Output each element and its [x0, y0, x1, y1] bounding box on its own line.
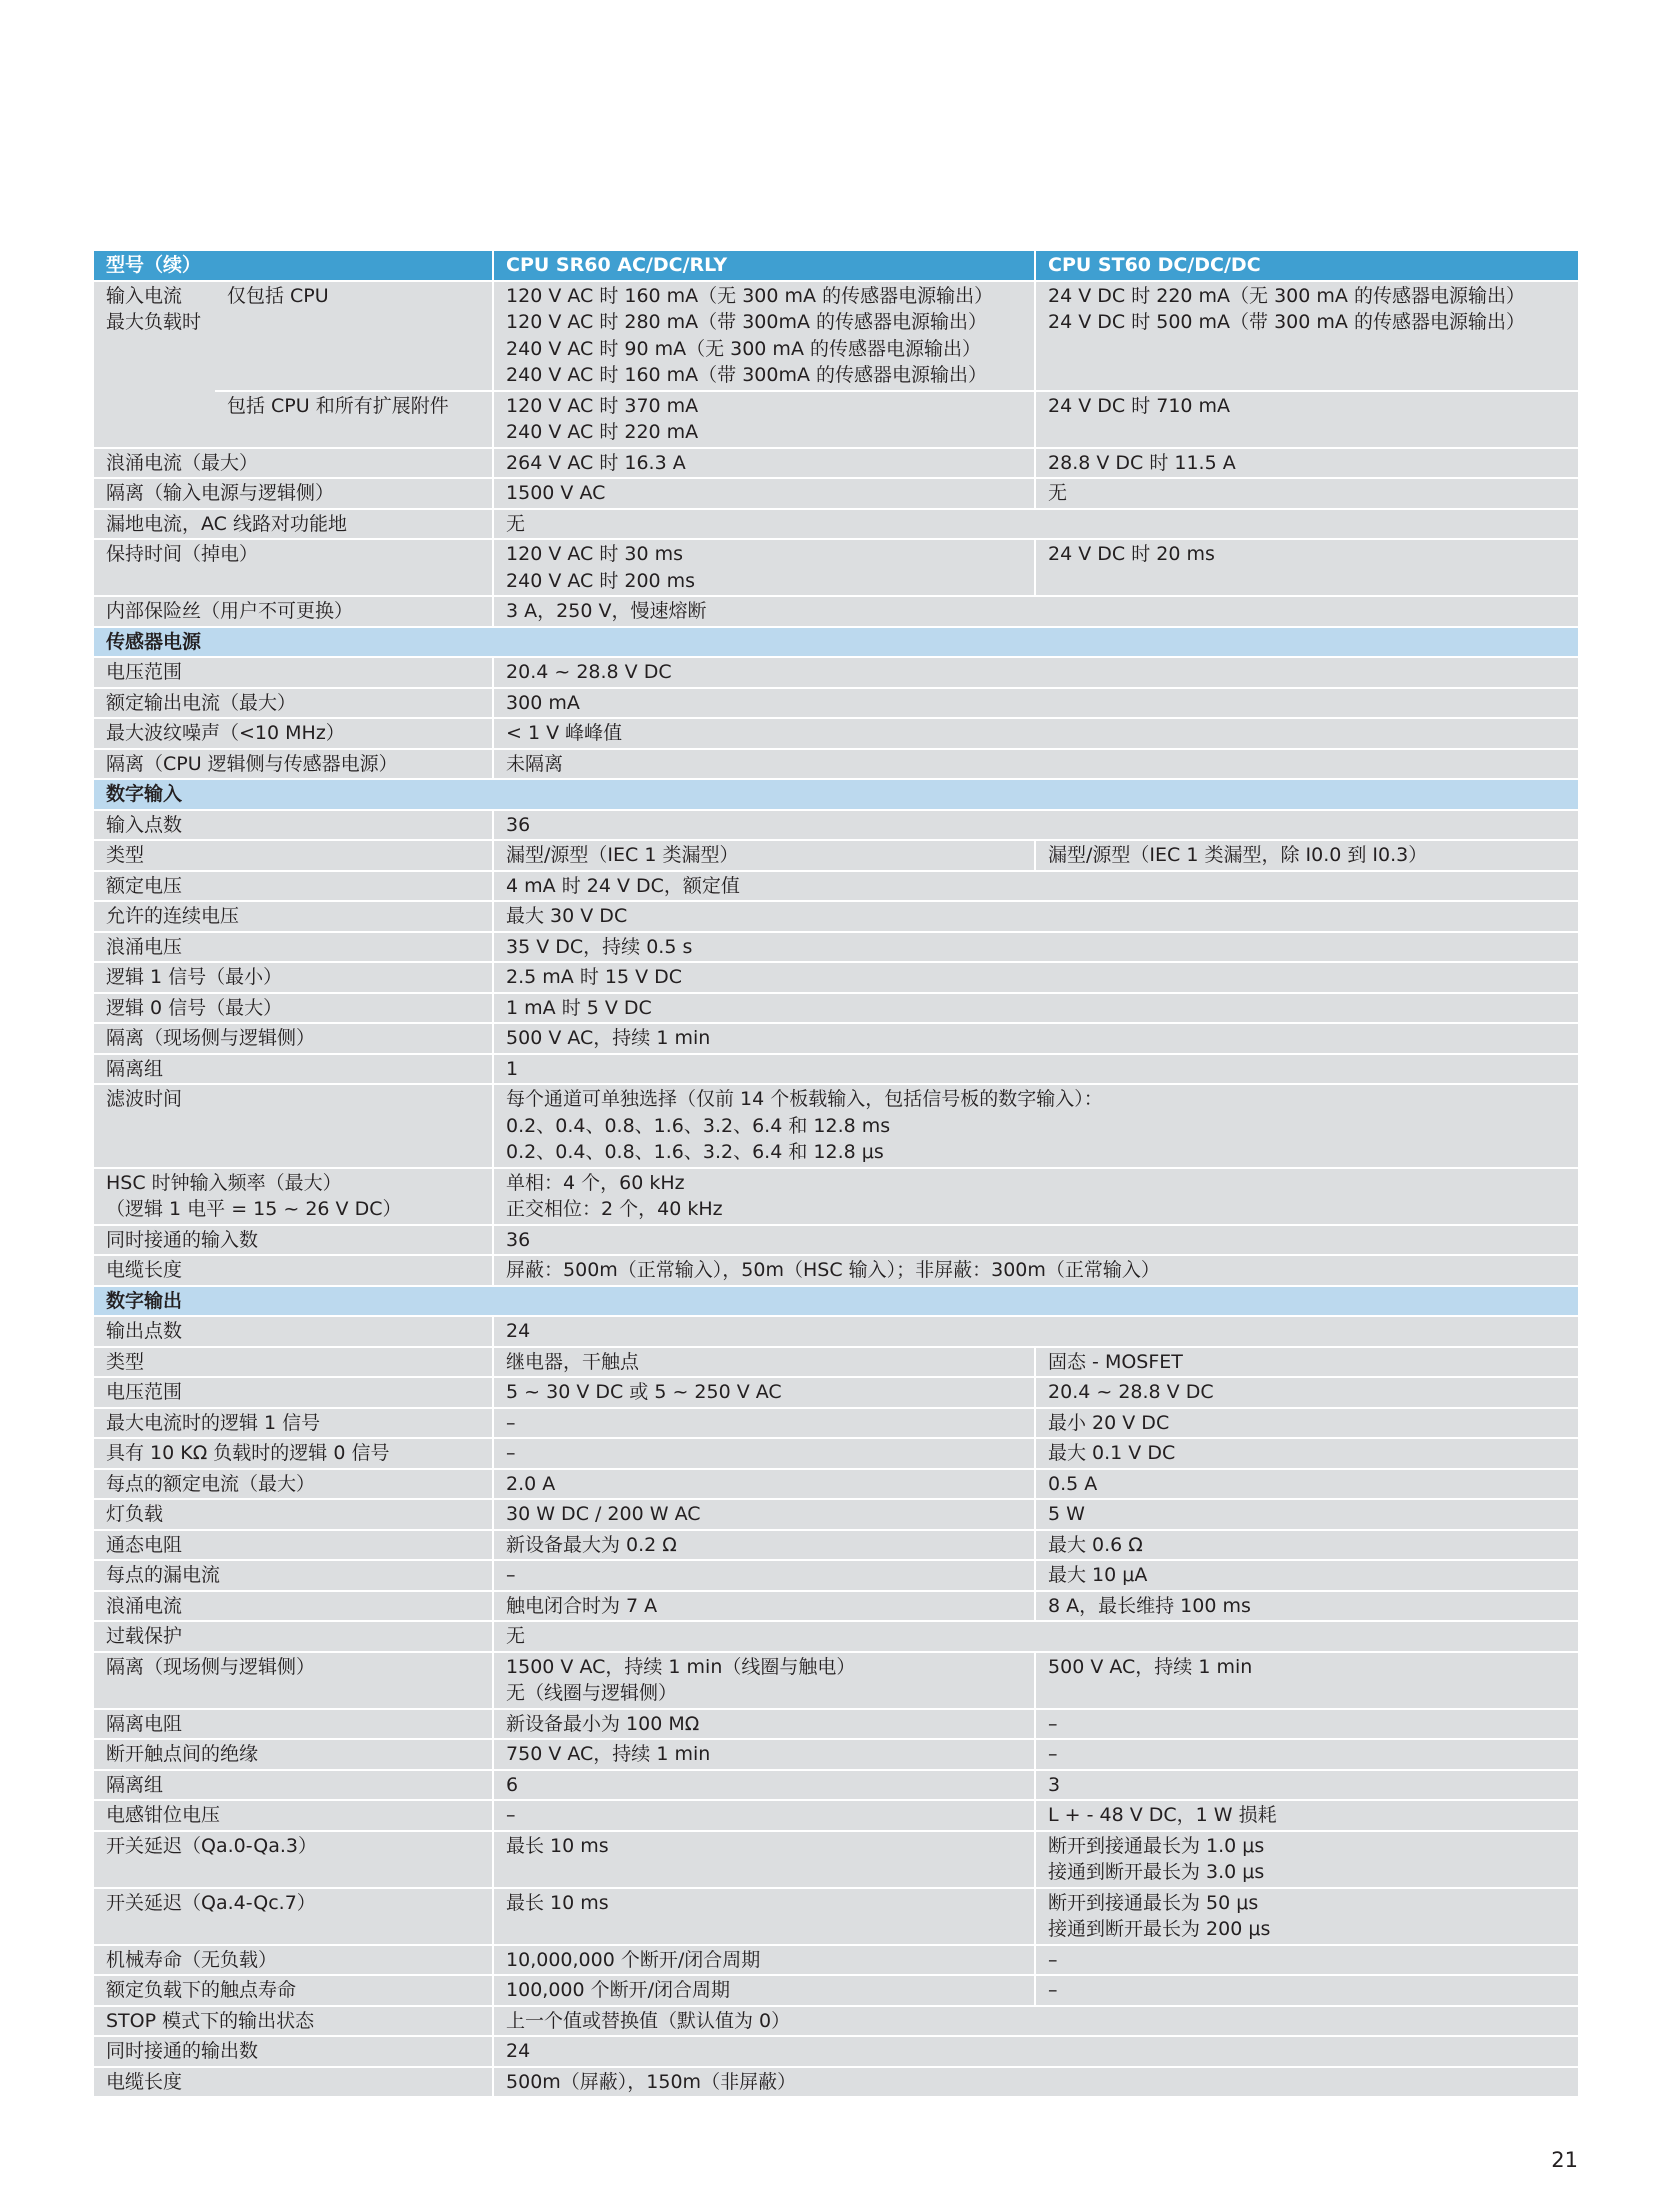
spec-table: [94, 251, 1578, 2096]
row-label: 隔离（输入电源与逻辑侧）: [94, 478, 493, 509]
row-label: 同时接通的输出数: [94, 2036, 493, 2067]
row-label: 浪涌电流: [94, 1591, 493, 1622]
row-label: 额定负载下的触点寿命: [94, 1975, 493, 2006]
shared-value: 1 mA 时 5 V DC: [493, 993, 1578, 1024]
sr60-value: 264 V AC 时 16.3 A: [493, 448, 1035, 479]
row-label: 额定输出电流（最大）: [94, 688, 493, 719]
st60-value: 8 A，最长维持 100 ms: [1035, 1591, 1578, 1622]
row-label: 每点的漏电流: [94, 1560, 493, 1591]
table-row: [94, 596, 1578, 627]
table-row: [94, 1709, 1578, 1740]
table-row: [94, 1739, 1578, 1770]
row-label: 具有 10 KΩ 负载时的逻辑 0 信号: [94, 1438, 493, 1469]
st60-value: –: [1035, 1945, 1578, 1976]
sr60-value: 6: [493, 1770, 1035, 1801]
shared-value: 4 mA 时 24 V DC，额定值: [493, 871, 1578, 902]
row-label: 机械寿命（无负载）: [94, 1945, 493, 1976]
shared-value: 24: [493, 2036, 1578, 2067]
shared-value: 每个通道可单独选择（仅前 14 个板载输入，包括信号板的数字输入）： 0.2、0.4、0.8、1.6、3.2、6.4 和 12.8 ms 0.2、0.4、0.8、1.6、3.2、6.4 和 12.8 μs: [493, 1084, 1578, 1168]
row-label: 最大波纹噪声（<10 MHz）: [94, 718, 493, 749]
table-row: [94, 932, 1578, 963]
shared-value: 36: [493, 1225, 1578, 1256]
shared-value: 2.5 mA 时 15 V DC: [493, 962, 1578, 993]
row-label: 浪涌电流（最大）: [94, 448, 493, 479]
table-row: [94, 1945, 1578, 1976]
sr60-value: 新设备最小为 100 MΩ: [493, 1709, 1035, 1740]
st60-value: 3: [1035, 1770, 1578, 1801]
st60-value: –: [1035, 1709, 1578, 1740]
shared-value: 无: [493, 509, 1578, 540]
sr60-value: –: [493, 1800, 1035, 1831]
st60-value: 500 V AC，持续 1 min: [1035, 1652, 1578, 1709]
shared-value: 500 V AC，持续 1 min: [493, 1023, 1578, 1054]
table-row: [94, 509, 1578, 540]
row-label: 保持时间（掉电）: [94, 539, 493, 596]
sr60-value: 30 W DC / 200 W AC: [493, 1499, 1035, 1530]
shared-value: 未隔离: [493, 749, 1578, 780]
row-group-label: 输入电流 最大负载时: [94, 281, 215, 448]
shared-value: 1: [493, 1054, 1578, 1085]
row-label: STOP 模式下的输出状态: [94, 2006, 493, 2037]
sr60-value: 新设备最大为 0.2 Ω: [493, 1530, 1035, 1561]
table-row: [94, 1888, 1578, 1945]
shared-value: 上一个值或替换值（默认值为 0）: [493, 2006, 1578, 2037]
row-label: 电压范围: [94, 1377, 493, 1408]
row-label: 过载保护: [94, 1621, 493, 1652]
table-row: [94, 1591, 1578, 1622]
row-label: 额定电压: [94, 871, 493, 902]
table-row: [94, 1054, 1578, 1085]
table-row: [94, 901, 1578, 932]
sr60-value: 触电闭合时为 7 A: [493, 1591, 1035, 1622]
row-label: 隔离组: [94, 1054, 493, 1085]
sr60-value: 漏型/源型（IEC 1 类漏型）: [493, 840, 1035, 871]
shared-value: 300 mA: [493, 688, 1578, 719]
sr60-value: 120 V AC 时 370 mA 240 V AC 时 220 mA: [493, 391, 1035, 448]
row-label: 输入点数: [94, 810, 493, 841]
table-row: [94, 1316, 1578, 1347]
table-row: [94, 1084, 1578, 1168]
sr60-value: –: [493, 1560, 1035, 1591]
shared-value: < 1 V 峰峰值: [493, 718, 1578, 749]
st60-value: L + - 48 V DC，1 W 损耗: [1035, 1800, 1578, 1831]
row-label: 电缆长度: [94, 1255, 493, 1286]
row-label: 隔离组: [94, 1770, 493, 1801]
shared-value: 屏蔽：500m（正常输入），50m（HSC 输入）；非屏蔽：300m（正常输入）: [493, 1255, 1578, 1286]
table-row: [94, 810, 1578, 841]
st60-value: 断开到接通最长为 1.0 μs 接通到断开最长为 3.0 μs: [1035, 1831, 1578, 1888]
table-row: [94, 1800, 1578, 1831]
row-label: 滤波时间: [94, 1084, 493, 1168]
row-sub-label: 包括 CPU 和所有扩展附件: [215, 391, 493, 448]
row-label: 断开触点间的绝缘: [94, 1739, 493, 1770]
table-row: [94, 1530, 1578, 1561]
st60-value: 最小 20 V DC: [1035, 1408, 1578, 1439]
table-row: [94, 688, 1578, 719]
st60-value: 最大 10 μA: [1035, 1560, 1578, 1591]
table-row: [94, 448, 1578, 479]
sr60-value: 10,000,000 个断开/闭合周期: [493, 1945, 1035, 1976]
sr60-value: 1500 V AC: [493, 478, 1035, 509]
sr60-value: 100,000 个断开/闭合周期: [493, 1975, 1035, 2006]
st60-value: –: [1035, 1975, 1578, 2006]
sr60-value: 5 ~ 30 V DC 或 5 ~ 250 V AC: [493, 1377, 1035, 1408]
st60-value: 24 V DC 时 20 ms: [1035, 539, 1578, 596]
table-row: [94, 539, 1578, 596]
row-label: 类型: [94, 840, 493, 871]
row-label: 逻辑 0 信号（最大）: [94, 993, 493, 1024]
row-label: 逻辑 1 信号（最小）: [94, 962, 493, 993]
row-label: 电缆长度: [94, 2067, 493, 2097]
table-row: [94, 993, 1578, 1024]
header-st60: CPU ST60 DC/DC/DC: [1035, 251, 1578, 281]
table-row: [94, 2006, 1578, 2037]
table-row: [94, 657, 1578, 688]
table-row: [94, 1652, 1578, 1709]
table-header-row: [94, 251, 1578, 281]
table-row: [94, 1168, 1578, 1225]
table-row: [94, 718, 1578, 749]
row-label: 隔离（现场侧与逻辑侧）: [94, 1023, 493, 1054]
row-label: 电压范围: [94, 657, 493, 688]
section-title: 数字输入: [94, 779, 1578, 810]
row-sub-label: 仅包括 CPU: [215, 281, 493, 391]
sr60-value: 750 V AC，持续 1 min: [493, 1739, 1035, 1770]
row-label: 允许的连续电压: [94, 901, 493, 932]
sr60-value: 最长 10 ms: [493, 1831, 1035, 1888]
row-label: 同时接通的输入数: [94, 1225, 493, 1256]
st60-value: 漏型/源型（IEC 1 类漏型，除 I0.0 到 I0.3）: [1035, 840, 1578, 871]
shared-value: 36: [493, 810, 1578, 841]
shared-value: 20.4 ~ 28.8 V DC: [493, 657, 1578, 688]
table-row: [94, 1377, 1578, 1408]
sr60-value: 120 V AC 时 160 mA（无 300 mA 的传感器电源输出） 120 V AC 时 280 mA（带 300mA 的传感器电源输出） 240 V AC 时 90 mA（无 300 mA 的传感器电源输出） 240 V AC 时 160 mA（带 300mA 的传感器电源输出）: [493, 281, 1035, 391]
table-row: [94, 1975, 1578, 2006]
table-row: [94, 749, 1578, 780]
table-row: [94, 1621, 1578, 1652]
shared-value: 35 V DC，持续 0.5 s: [493, 932, 1578, 963]
shared-value: 单相：4 个，60 kHz 正交相位：2 个，40 kHz: [493, 1168, 1578, 1225]
table-row: [94, 1438, 1578, 1469]
table-row: [94, 840, 1578, 871]
sr60-value: 1500 V AC，持续 1 min（线圈与触电） 无（线圈与逻辑侧）: [493, 1652, 1035, 1709]
sr60-value: 最长 10 ms: [493, 1888, 1035, 1945]
section-header-row: [94, 779, 1578, 810]
st60-value: 最大 0.6 Ω: [1035, 1530, 1578, 1561]
sr60-value: –: [493, 1438, 1035, 1469]
row-label: 隔离（现场侧与逻辑侧）: [94, 1652, 493, 1709]
shared-value: 500m（屏蔽），150m（非屏蔽）: [493, 2067, 1578, 2097]
table-row: [94, 1023, 1578, 1054]
row-label: 最大电流时的逻辑 1 信号: [94, 1408, 493, 1439]
row-label: 类型: [94, 1347, 493, 1378]
header-sr60: CPU SR60 AC/DC/RLY: [493, 251, 1035, 281]
st60-value: 断开到接通最长为 50 μs 接通到断开最长为 200 μs: [1035, 1888, 1578, 1945]
row-label: 隔离（CPU 逻辑侧与传感器电源）: [94, 749, 493, 780]
table-row: [94, 478, 1578, 509]
spec-table-body: [94, 251, 1578, 2096]
st60-value: 5 W: [1035, 1499, 1578, 1530]
st60-value: 固态 - MOSFET: [1035, 1347, 1578, 1378]
sr60-value: 2.0 A: [493, 1469, 1035, 1500]
table-row: [94, 1831, 1578, 1888]
table-row: [94, 962, 1578, 993]
st60-value: 28.8 V DC 时 11.5 A: [1035, 448, 1578, 479]
table-row: [94, 2036, 1578, 2067]
row-label: 输出点数: [94, 1316, 493, 1347]
row-label: 开关延迟（Qa.4-Qc.7）: [94, 1888, 493, 1945]
row-label: 浪涌电压: [94, 932, 493, 963]
table-row: [94, 391, 1578, 448]
table-row: [94, 1560, 1578, 1591]
row-label: 通态电阻: [94, 1530, 493, 1561]
sr60-value: 继电器，干触点: [493, 1347, 1035, 1378]
row-label: 每点的额定电流（最大）: [94, 1469, 493, 1500]
table-row: [94, 2067, 1578, 2097]
section-header-row: [94, 1286, 1578, 1317]
sr60-value: –: [493, 1408, 1035, 1439]
st60-value: –: [1035, 1739, 1578, 1770]
row-label: 内部保险丝（用户不可更换）: [94, 596, 493, 627]
st60-value: 无: [1035, 478, 1578, 509]
row-label: 开关延迟（Qa.0-Qa.3）: [94, 1831, 493, 1888]
table-row: [94, 1347, 1578, 1378]
shared-value: 最大 30 V DC: [493, 901, 1578, 932]
row-label: 隔离电阻: [94, 1709, 493, 1740]
row-label: 电感钳位电压: [94, 1800, 493, 1831]
section-title: 传感器电源: [94, 627, 1578, 658]
table-row: [94, 1225, 1578, 1256]
shared-value: 无: [493, 1621, 1578, 1652]
row-label: 漏地电流，AC 线路对功能地: [94, 509, 493, 540]
table-row: [94, 1408, 1578, 1439]
table-row: [94, 1499, 1578, 1530]
st60-value: 24 V DC 时 220 mA（无 300 mA 的传感器电源输出） 24 V DC 时 500 mA（带 300 mA 的传感器电源输出）: [1035, 281, 1578, 391]
shared-value: 24: [493, 1316, 1578, 1347]
sr60-value: 120 V AC 时 30 ms 240 V AC 时 200 ms: [493, 539, 1035, 596]
shared-value: 3 A，250 V，慢速熔断: [493, 596, 1578, 627]
section-header-row: [94, 627, 1578, 658]
table-row: [94, 871, 1578, 902]
st60-value: 0.5 A: [1035, 1469, 1578, 1500]
page-number: 21: [1551, 2148, 1578, 2172]
row-label: HSC 时钟输入频率（最大） （逻辑 1 电平 = 15 ~ 26 V DC）: [94, 1168, 493, 1225]
table-row: [94, 1770, 1578, 1801]
st60-value: 20.4 ~ 28.8 V DC: [1035, 1377, 1578, 1408]
table-row: [94, 281, 1578, 391]
st60-value: 24 V DC 时 710 mA: [1035, 391, 1578, 448]
table-row: [94, 1255, 1578, 1286]
table-row: [94, 1469, 1578, 1500]
header-model: 型号（续）: [94, 251, 493, 281]
row-label: 灯负载: [94, 1499, 493, 1530]
st60-value: 最大 0.1 V DC: [1035, 1438, 1578, 1469]
section-title: 数字输出: [94, 1286, 1578, 1317]
